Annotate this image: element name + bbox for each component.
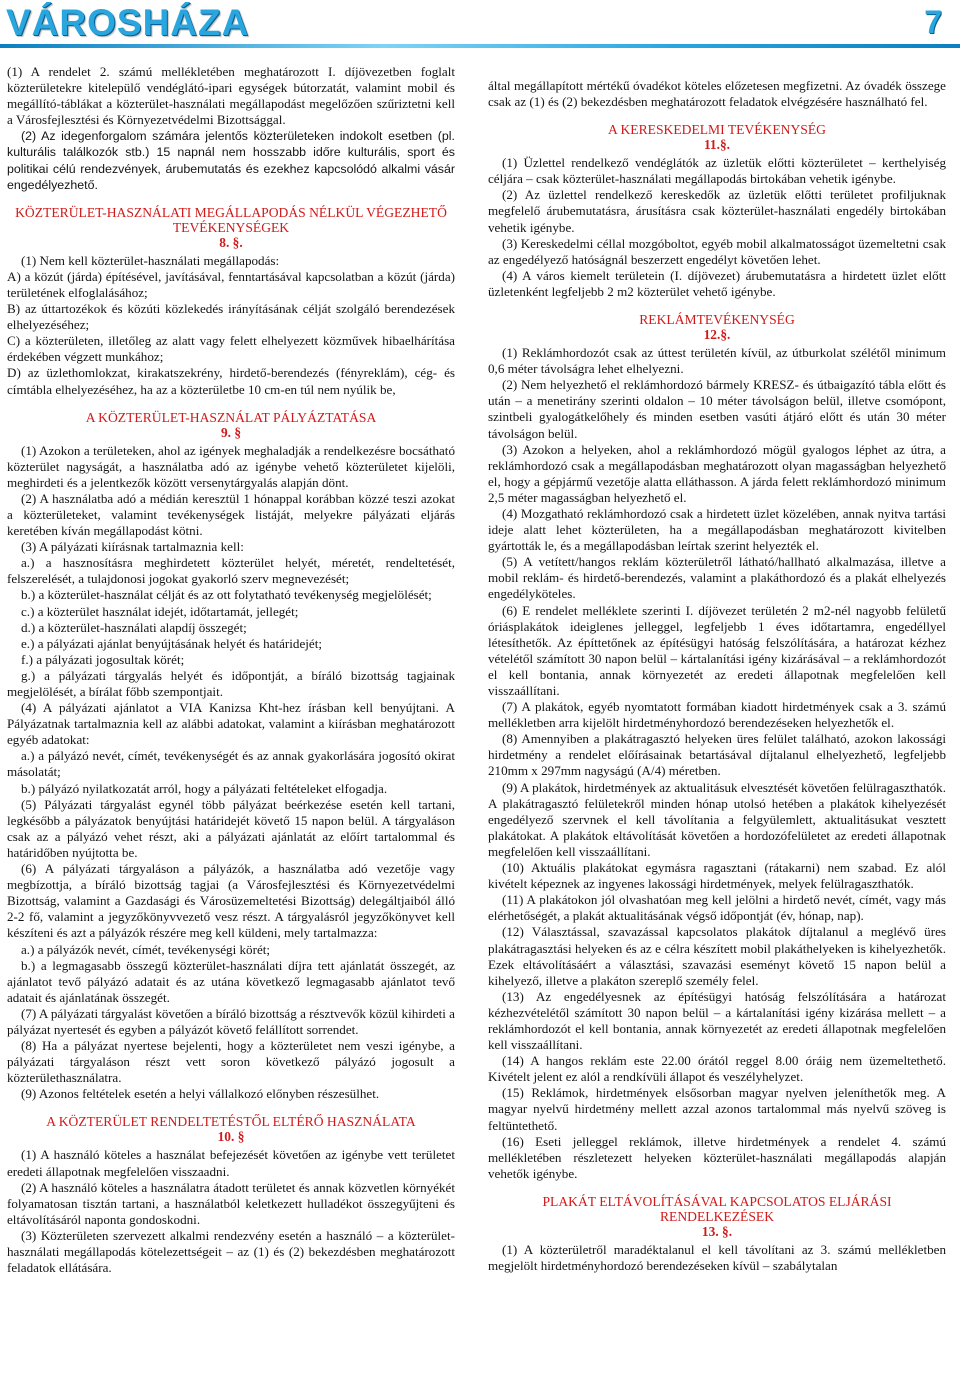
- paragraph: (2) Az idegenforgalom számára jelentős közterületeken indokolt esetben (pl. kulturális találkozók stb.) 15 napnál nem hosszabb időre kulturális, sport és politikai célú rendezvények, árubemutatás és ezekhez kapcsolódó alkalmi vásár engedélyezhető.: [7, 129, 455, 192]
- paragraph: D) az üzlethomlokzat, kirakatszekrény, hirdető-berendezés (fényreklám), cég- és címtábla elhelyezéséhez, ha az a közterületbe 10 cm-en túl nem nyúlik be,: [7, 365, 455, 397]
- page-number: 7: [924, 4, 942, 40]
- paragraph: (9) A plakátok, hirdetmények az aktualitásuk elvesztését követően felülragaszthatók. A plakátragasztó felületekről minden hónap utolsó hetében a plakátok kihelyezését engedélyező szervnek el kell távolítania a felgyülemlett, aktualitásukat vesztett plakátokat. A plakátok eltávolítását követően a hordozófelületet az eredeti állapotnak megfelelően kell visszaállítani.: [488, 779, 946, 859]
- paragraph: A) a közút (járda) építésével, javításával, fenntartásával kapcsolatban a közút (járda) területének elfoglalásához;: [7, 268, 455, 300]
- section-number: 11.§.: [703, 137, 731, 153]
- section-number: 9. §: [220, 424, 242, 440]
- paragraph: (1) Nem kell közterület-használati megállapodás:: [21, 252, 280, 268]
- paragraph: (2) Az üzlettel rendelkező kereskedők az üzletük előtti területet profiljuknak megfelelő árubemutatásra, árusításra csak közterület-használati engedély birtokában vehetik igénybe.: [488, 187, 946, 235]
- section-heading: PLAKÁT ELTÁVOLÍTÁSÁVAL KAPCSOLATOS ELJÁRÁSI RENDELKEZÉSEK: [542, 1193, 892, 1224]
- paragraph: (4) A pályázati ajánlatot a VIA Kanizsa Kht-hez írásban kell benyújtani. A Pályázatnak tartalmaznia kell az alábbi adatokat, valamint a kiírásban meghatározott egyéb adatokat:: [7, 700, 455, 748]
- paragraph: (16) Eseti jelleggel reklámok, illetve hirdetmények a rendelet 4. számú mellékletében részletezett helyeken közterület-használati megállapodás alapján vehetők igénybe.: [488, 1133, 946, 1181]
- paragraph: (14) A hangos reklám este 22.00 órától reggel 8.00 óráig nem üzemeltethető. Kivételt jelent ez alól a rendkívüli állapot és veszélyhelyzet.: [488, 1053, 946, 1085]
- paragraph: b.) a legmagasabb összegű közterület-használati díjra tett ajánlatát összegét, az ajánlatot tevő pályázó adatait és az utána következő legmagasabb ajánlatot tevő adatait és ajánlatának összegét.: [7, 957, 455, 1005]
- paragraph: a.) a pályázók nevét, címét, tevékenységi körét;: [21, 941, 271, 957]
- paragraph: (5) A vetített/hangos reklám közterületről látható/hallható alkalmazása, illetve a mobil reklám- és hirdető-berendezés, valamint a plakáthordozó és a plakát elhelyezés engedélyköteles.: [488, 554, 946, 602]
- paragraph: (3) A pályázati kiírásnak tartalmaznia kell:: [21, 539, 244, 555]
- paragraph: (2) A használó köteles a használatra átadott területet és annak közvetlen környékét folyamatosan tisztán tartani, a használatból keletkezett hulladékot összegyűjteni és eltávolításáról naponta gondoskodni.: [7, 1179, 455, 1227]
- section-number: 12.§.: [703, 327, 731, 343]
- paragraph: által megállapított mértékű óvadékot köteles előzetesen megfizetni. Az óvadék összege csak az (1) és (2) bekezdésben meghatározott feladatok elvégzésére használható fel.: [488, 78, 946, 110]
- paragraph: B) az úttartozékok és közúti közlekedés irányításának célját szolgáló berendezések elhelyezéséhez;: [7, 301, 455, 333]
- paragraph: (2) A használatba adó a médián keresztül 1 hónappal korábban közzé teszi azokat a közterületeket, valamint tevékenységek listáját, melyekre pályázati eljárás keretében kíván megállapodást kötni.: [7, 490, 455, 539]
- paragraph: (15) Reklámok, hirdetmények elsősorban magyar nyelven jeleníthetők meg. A magyar nyelvű hirdetmény mellett azzal azonos tartalommal más nyelvű szöveg is feltüntethető.: [488, 1085, 946, 1133]
- section-heading: REKLÁMTEVÉKENYSÉG: [639, 312, 795, 328]
- paragraph: b.) pályázó nyilatkozatát arról, hogy a pályázati feltételeket elfogadja.: [21, 780, 388, 796]
- left-column: [7, 64, 455, 1380]
- paragraph: b.) a közterület-használat célját és az ott folytatható tevékenység megjelölését;: [21, 587, 432, 603]
- paragraph: e.) a pályázati ajánlat benyújtásának helyét és határidejét;: [21, 635, 323, 651]
- paragraph: (4) A város kiemelt területein (I. díjövezet) árubemutatásra a hirdetett üzlet előtt üzletenként legfeljebb 2 m2 közterület vehető igénybe.: [488, 267, 946, 299]
- section-heading: A KÖZTERÜLET RENDELTETÉSTŐL ELTÉRŐ HASZNÁLATA: [46, 1114, 416, 1130]
- section-number: 13. §.: [701, 1223, 733, 1239]
- paragraph: (8) Ha a pályázat nyertese bejelenti, hogy a közterületet nem veszi igénybe, a pályázati tárgyaláson részt vett soron következő pályázó jogosult a közterülethasználatra.: [7, 1038, 455, 1086]
- section-heading: A KERESKEDELMI TEVÉKENYSÉG: [608, 122, 826, 138]
- paragraph: (7) A pályázati tárgyalást követően a bíráló bizottság a résztvevők közül kihirdeti a pályázat nyertesét és egyben a pályázót követő felállított sorrendet.: [7, 1005, 455, 1037]
- paragraph: a.) a hasznosításra meghirdetett közterület helyét, méretét, rendeltetését, felszerelését, a tulajdonosi jogokat gyakorló szerv megnevezését;: [7, 555, 455, 587]
- paragraph: (8) Amennyiben a plakátragasztó helyeken üres felület található, azokon lakossági hirdetmény a rendelet előírásainak betartásával díjtalanul elhelyezhető, legfeljebb 210mm x 297mm nagyságú (A/4) méretben.: [488, 731, 946, 779]
- paragraph: (3) Kereskedelmi céllal mozgóboltot, egyéb mobil alkalmatosságot üzemeltetni csak az engedélyező hatóságnál beszerzett engedélyt követően lehet.: [488, 235, 946, 267]
- paragraph: C) a közterületen, illetőleg az alatt vagy felett elhelyezett közművek hibaelhárítása érdekében végzett munkához;: [7, 333, 455, 365]
- paragraph: (1) Üzlettel rendelkező vendéglátók az üzletük előtti közterületet – kerthelyiség céljára – csak közterület-használati megállapodás birtokában vehetik igénybe.: [488, 155, 946, 187]
- page-header: [0, 0, 960, 52]
- section-heading: KÖZTERÜLET-HASZNÁLATI MEGÁLLAPODÁS NÉLKÜL VÉGEZHETŐ TEVÉKENYSÉGEK: [15, 204, 447, 235]
- paragraph: (3) Közterületen szervezett alkalmi rendezvény esetén a használó – a közterület-használati megállapodás kötelezettségeit – az (1) és (2) bekezdésben meghatározott feladatok ellátására.: [7, 1227, 455, 1276]
- paragraph: (10) Aktuális plakátokat egymásra ragasztani (rátakarni) nem szabad. Ez alól kivételt képeznek az ingyenes lakossági hirdetmények, melyek felülragaszthatók.: [488, 860, 946, 892]
- publication-title: VÁROSHÁZA: [6, 2, 250, 43]
- paragraph: (1) A közterületről maradéktalanul el kell távolítani az 3. számú mellékletben megjelölt hirdetményhordozó berendezéseken kívül – szabálytalan: [488, 1241, 946, 1273]
- paragraph: (9) Azonos feltételek esetén a helyi vállalkozó előnyben részesülhet.: [21, 1086, 380, 1102]
- paragraph: (1) Azokon a területeken, ahol az igények meghaladják a rendelkezésre bocsátható közterület nagyságát, a használatba adó az igénybe vehető közterületet kijelöli, meghirdeti és a jelentkezők között versenytárgyalás alapján dönt.: [7, 442, 455, 490]
- paragraph: c.) a közterület használat idejét, időtartamát, jellegét;: [21, 603, 299, 619]
- section-number: 10. §: [217, 1129, 245, 1145]
- paragraph: (11) A plakátokon jól olvashatóan meg kell jelölni a hirdető nevét, címét, vagy más elérhetőségét, a plakát aktualitásának végső időpontját (év, hónap, nap).: [488, 892, 946, 924]
- paragraph: (1) A rendelet 2. számú mellékletében meghatározott I. díjövezetben foglalt közterületekre kitelepülő vendéglátó-ipari egységek bútorzatát, valamint mobil és megállító-táblákat a közterület-használati megállapodást megelőzően szűriztetni kell a Városfejlesztési és Környezetvédelmi Bizottsággal.: [7, 64, 455, 128]
- section-number: 8. §.: [219, 234, 243, 250]
- right-column: [488, 78, 946, 1394]
- paragraph: (12) Választással, szavazással kapcsolatos plakátok díjtalanul a meglévő üres plakátragasztási helyeken és az e célra készített mobil plakáthelyeken is kihelyezhetők. Ezek eltávolításáért a választási, szavazási eseményt követő 15 napon belül a kihelyező, illetve a plakáton szereplő személy felel.: [488, 924, 946, 988]
- paragraph: (3) Azokon a helyeken, ahol a reklámhordozó mögül gyalogos léphet az útra, a reklámhordozó csak a megállapodásban meghatározott olyan magasságban helyezhető el, hogy a gépjármű vezetője alatta elláthasson. A járda felett reklámhordozó minimum 2,5 méter magasságban helyezhető el.: [488, 441, 946, 505]
- paragraph: (13) Az engedélyesnek az építésügyi hatóság felszólítására a határozat kézhezvételétől számított 30 napon belül – a kártalanítási igény kizárása mellett – a reklámhordozót el kell bontania, annak környezetét az eredeti állapotnak megfelelően kell visszaállítani.: [488, 988, 946, 1053]
- paragraph: g.) a pályázati tárgyalás helyét és időpontját, a bíráló bizottság tagjainak megjelölését, a bírálat főbb szempontjait.: [7, 667, 455, 699]
- paragraph: (5) Pályázati tárgyalást egynél több pályázat beérkezése esetén kell tartani, legkésőbb a pályázatok benyújtási határidejét követő 15 napon belül. A tárgyaláson csak az a pályázó vehet részt, aki a pályázati ajánlatát az előírt tartalommal és határidőben nyújtotta be.: [7, 796, 455, 860]
- paragraph: (2) Nem helyezhető el reklámhordozó bármely KRESZ- és útbaigazító tábla előtt és után – a menetirány szerinti oldalon – 10 méter távolságon belül, illetve csomópont, szintbeli gyalogátkelőhely és minden esetben vasúti átjáró előtt és után 30 méter távolságon belül.: [488, 377, 946, 441]
- section-heading: A KÖZTERÜLET-HASZNÁLAT PÁLYÁZTATÁSA: [85, 409, 377, 425]
- paragraph: (4) Mozgatható reklámhordozó csak a hirdetett üzlet közelében, annak nyitva tartási ideje alatt lehet közterületen, ha a megállapodásban meghatározott kivitelben gyártották le, és a megállapodásban leírtak szerint helyezték el.: [488, 505, 946, 554]
- paragraph: (1) Reklámhordozót csak az úttest területén kívül, az útburkolat szélétől minimum 0,6 méter távolságra lehet elhelyezni.: [488, 345, 946, 377]
- paragraph: (6) A pályázati tárgyaláson a pályázók, a használatba adó vezetője vagy megbízottja, a bíráló bizottság tagjai (a Városfejlesztési és Környezetvédelmi Bizottság, valamint a Gazdasági és Városüzemeltetési Bizottság) delegáltjaiból álló 2-2 fő, valamint a jegyzőkönyvvezető vesz részt. A tárgyalásról jegyzőkönyvet kell készíteni és azt a pályázók részére meg kell küldeni, mely tartalmazza:: [7, 861, 455, 941]
- paragraph: (1) A használó köteles a használat befejezését követően az igénybe vett területet eredeti állapotnak megfelelően visszaadni.: [7, 1147, 455, 1179]
- paragraph: (7) A plakátok, egyéb nyomtatott formában kiadott hirdetmények csak a 3. számú mellékletben arra kijelölt hirdetményhordozó berendezéseken helyezhetők el.: [488, 699, 946, 731]
- paragraph: d.) a közterület-használati alapdíj összegét;: [21, 619, 247, 635]
- paragraph: a.) a pályázó nevét, címét, tevékenységét és az annak gyakorlására jogosító okirat másolatát;: [7, 748, 455, 780]
- paragraph: f.) a pályázati jogosultak körét;: [21, 651, 185, 667]
- paragraph: (6) E rendelet melléklete szerinti I. díjövezet területén 2 m2-nél nagyobb felületű óriásplakátok ideiglenes jelleggel, legfeljebb 1 éves időtartamra, engedéllyel létesíthetők. Az építtetőnek az építésügyi hatóság felszólítására, a határozat kézhez vételétől számított 30 napon belül – kártalanítási igény kizárásával – a reklámhordozót el kell bontania, annak környezetét az eredeti állapotnak megfelelően kell visszaállítani.: [488, 602, 946, 698]
- header-rule: [0, 44, 960, 48]
